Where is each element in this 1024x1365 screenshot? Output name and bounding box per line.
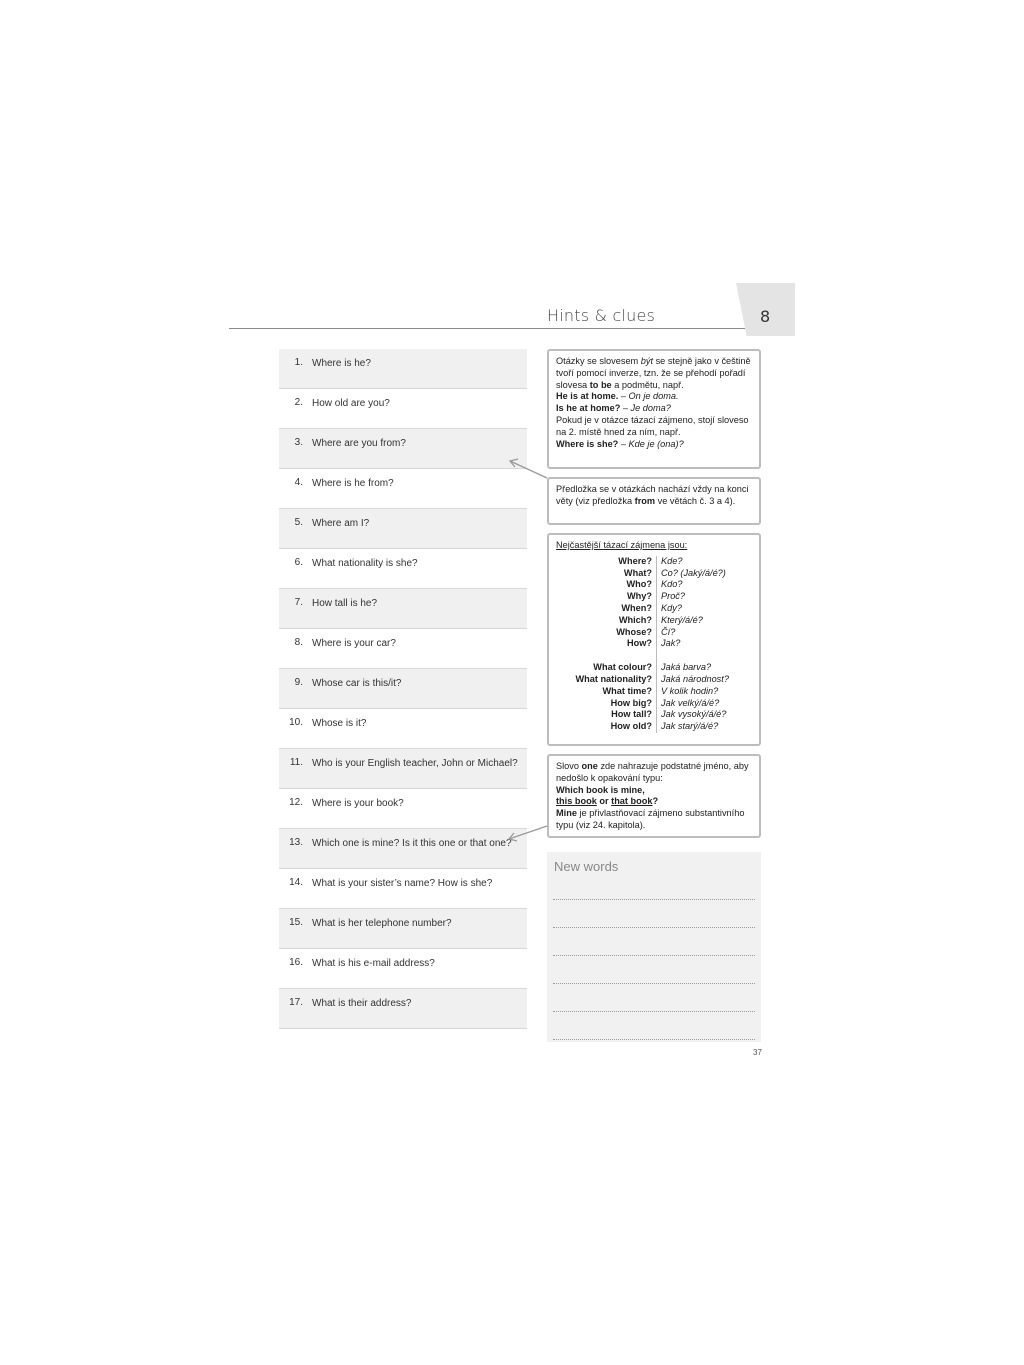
hint-text: se stejně jako v češtině tvoří pomocí inverze, tzn. že se přehodí pořadí slovesa [556,356,751,390]
pronoun-en: Whose? [556,627,657,639]
section-title: Hints & clues [547,306,656,325]
writing-line[interactable] [553,1039,755,1040]
question-row [279,349,527,389]
hint-text: Slovo [556,761,582,771]
writing-line[interactable] [553,955,755,956]
question-list [279,349,527,1029]
question-row [279,469,527,509]
question-text: Whose car is this/it? [312,678,402,689]
hint-bold: one [581,761,598,771]
pronoun-cz: Jak velký/á/é? [661,697,720,708]
hint-text: Předložka se v otázkách nachází vždy na konci věty (viz předložka [556,484,749,506]
question-row [279,429,527,469]
pronoun-en: Who? [556,579,657,591]
pronoun-row [556,686,752,698]
pronoun-en: When? [556,603,657,615]
question-number: 2. [294,397,303,408]
pronoun-en: What time? [556,686,657,698]
question-text: Where is your car? [312,638,396,649]
question-number: 10. [289,717,303,728]
example-en: He is at home. [556,391,619,402]
question-row [279,869,527,909]
pronoun-cz: Jaká národnost? [661,673,729,684]
example-cz: Kde je (ona)? [628,438,684,449]
pronoun-cz: Kdo? [661,579,683,590]
question-number: 7. [294,597,303,608]
question-number: 13. [289,837,303,848]
pronoun-en: Where? [556,556,657,568]
question-row [279,709,527,749]
pronoun-row [556,638,752,650]
question-row [279,549,527,589]
question-text: What is his e-mail address? [312,958,435,969]
pronoun-cz: Jaká barva? [661,662,712,673]
hint-text: a podmětu, např. [611,379,684,390]
pronoun-cz: Čí? [661,626,676,637]
question-row [279,989,527,1029]
pronoun-cz: Kde? [661,555,683,566]
question-text: Who is your English teacher, John or Michael? [312,758,518,769]
example-cz: On je doma. [628,391,679,402]
question-text: What nationality is she? [312,558,418,569]
question-row [279,669,527,709]
pronoun-row [556,698,752,710]
question-row [279,629,527,669]
question-text: What is their address? [312,998,412,1009]
question-row [279,589,527,629]
hint-box-inversion [547,349,761,469]
example-underlined: that book [611,796,653,807]
separator: – [618,391,629,402]
question-row [279,829,527,869]
separator: – [620,403,631,414]
question-number: 11. [289,757,303,768]
pronoun-gap [556,650,752,662]
question-row [279,949,527,989]
new-words-panel [547,852,761,1042]
example-en: or [596,796,612,807]
question-number: 17. [289,997,303,1008]
question-number: 6. [294,557,303,568]
question-text: How tall is he? [312,598,378,609]
pronoun-en: What colour? [556,662,657,674]
pronouns-table [556,556,752,733]
example-en: Where is she? [556,438,619,449]
question-number: 5. [294,517,303,528]
hint-text: zde nahrazuje podstatné jméno, aby nedošlo k opakování typu: [556,761,749,783]
writing-line[interactable] [553,927,755,928]
pronoun-en: What nationality? [556,674,657,686]
pronoun-row [556,627,752,639]
question-text: Where is he from? [312,478,394,489]
question-row [279,509,527,549]
hint-box-one [547,754,761,838]
pronoun-cz: Kdy? [661,602,682,613]
pronoun-en: How tall? [556,709,657,721]
pronoun-row [556,579,752,591]
question-number: 14. [289,877,303,888]
pronoun-en: How big? [556,698,657,710]
pronoun-row [556,568,752,580]
pronouns-title: Nejčastější tázací zájmena jsou: [556,540,688,550]
question-number: 3. [294,437,303,448]
question-text: What is your sister’s name? How is she? [312,878,493,889]
example-en: ? [652,796,659,807]
pronoun-en: How old? [556,721,657,733]
question-text: Where is your book? [312,798,404,809]
hint-box-pronouns [547,533,761,746]
separator: – [618,438,629,449]
page-number: 37 [753,1048,762,1057]
hint-box-preposition [547,477,761,525]
pronoun-row [556,709,752,721]
pronoun-cz: Jak starý/á/é? [661,721,719,732]
question-number: 1. [294,357,303,368]
writing-line[interactable] [553,1011,755,1012]
question-text: What is her telephone number? [312,918,452,929]
question-text: Whose is it? [312,718,367,729]
pronoun-row [556,662,752,674]
pronoun-row [556,615,752,627]
question-text: Where are you from? [312,438,406,449]
question-row [279,389,527,429]
question-text: Where is he? [312,358,371,369]
pronoun-row [556,721,752,733]
pronoun-cz: V kolik hodin? [661,685,719,696]
question-number: 8. [294,637,303,648]
header-rule [229,328,745,329]
example-en: Is he at home? [556,403,621,414]
question-number: 12. [289,797,303,808]
hint-text: Otázky se slovesem [556,356,641,366]
chapter-number: 8 [760,307,771,326]
hint-bold: Mine [556,808,577,819]
pronoun-row [556,556,752,568]
question-number: 16. [289,957,303,968]
pronoun-cz: Proč? [661,591,686,602]
question-number: 9. [294,677,303,688]
pronoun-cz: Jak? [661,638,681,649]
hint-text: ve větách č. 3 a 4). [655,495,736,506]
hint-bold: to be [589,379,612,390]
hint-text: Pokud je v otázce tázací zájmeno, stojí sloveso na 2. místě hned za ním, např. [556,414,749,437]
hint-text: je přivlastňovací zájmeno substantivního typu (viz 24. kapitola). [556,808,745,830]
question-text: Which one is mine? Is it this one or that one? [312,838,512,849]
pronoun-en: How? [556,638,657,650]
example-underlined: this book [556,796,597,807]
pronoun-row [556,603,752,615]
question-number: 4. [294,477,303,488]
question-row [279,789,527,829]
pronoun-cz: Co? (Jaký/á/é?) [661,567,726,578]
pronoun-en: Why? [556,591,657,603]
question-number: 15. [289,917,303,928]
pronoun-en: What? [556,568,657,580]
writing-line[interactable] [553,899,755,900]
pronoun-en: Which? [556,615,657,627]
pronoun-row [556,591,752,603]
hint-bold: from [634,495,656,506]
pronoun-cz: Jak vysoký/á/é? [661,709,727,720]
example-cz: Je doma? [630,403,671,414]
question-text: How old are you? [312,398,390,409]
question-text: Where am I? [312,518,370,529]
example-en: Which book is mine, [556,784,645,795]
writing-line[interactable] [553,983,755,984]
pronoun-row [556,674,752,686]
question-row [279,909,527,949]
hint-italic: být [640,356,654,366]
question-row [279,749,527,789]
new-words-title: New words [554,859,619,874]
pronoun-cz: Který/á/é? [661,614,703,625]
